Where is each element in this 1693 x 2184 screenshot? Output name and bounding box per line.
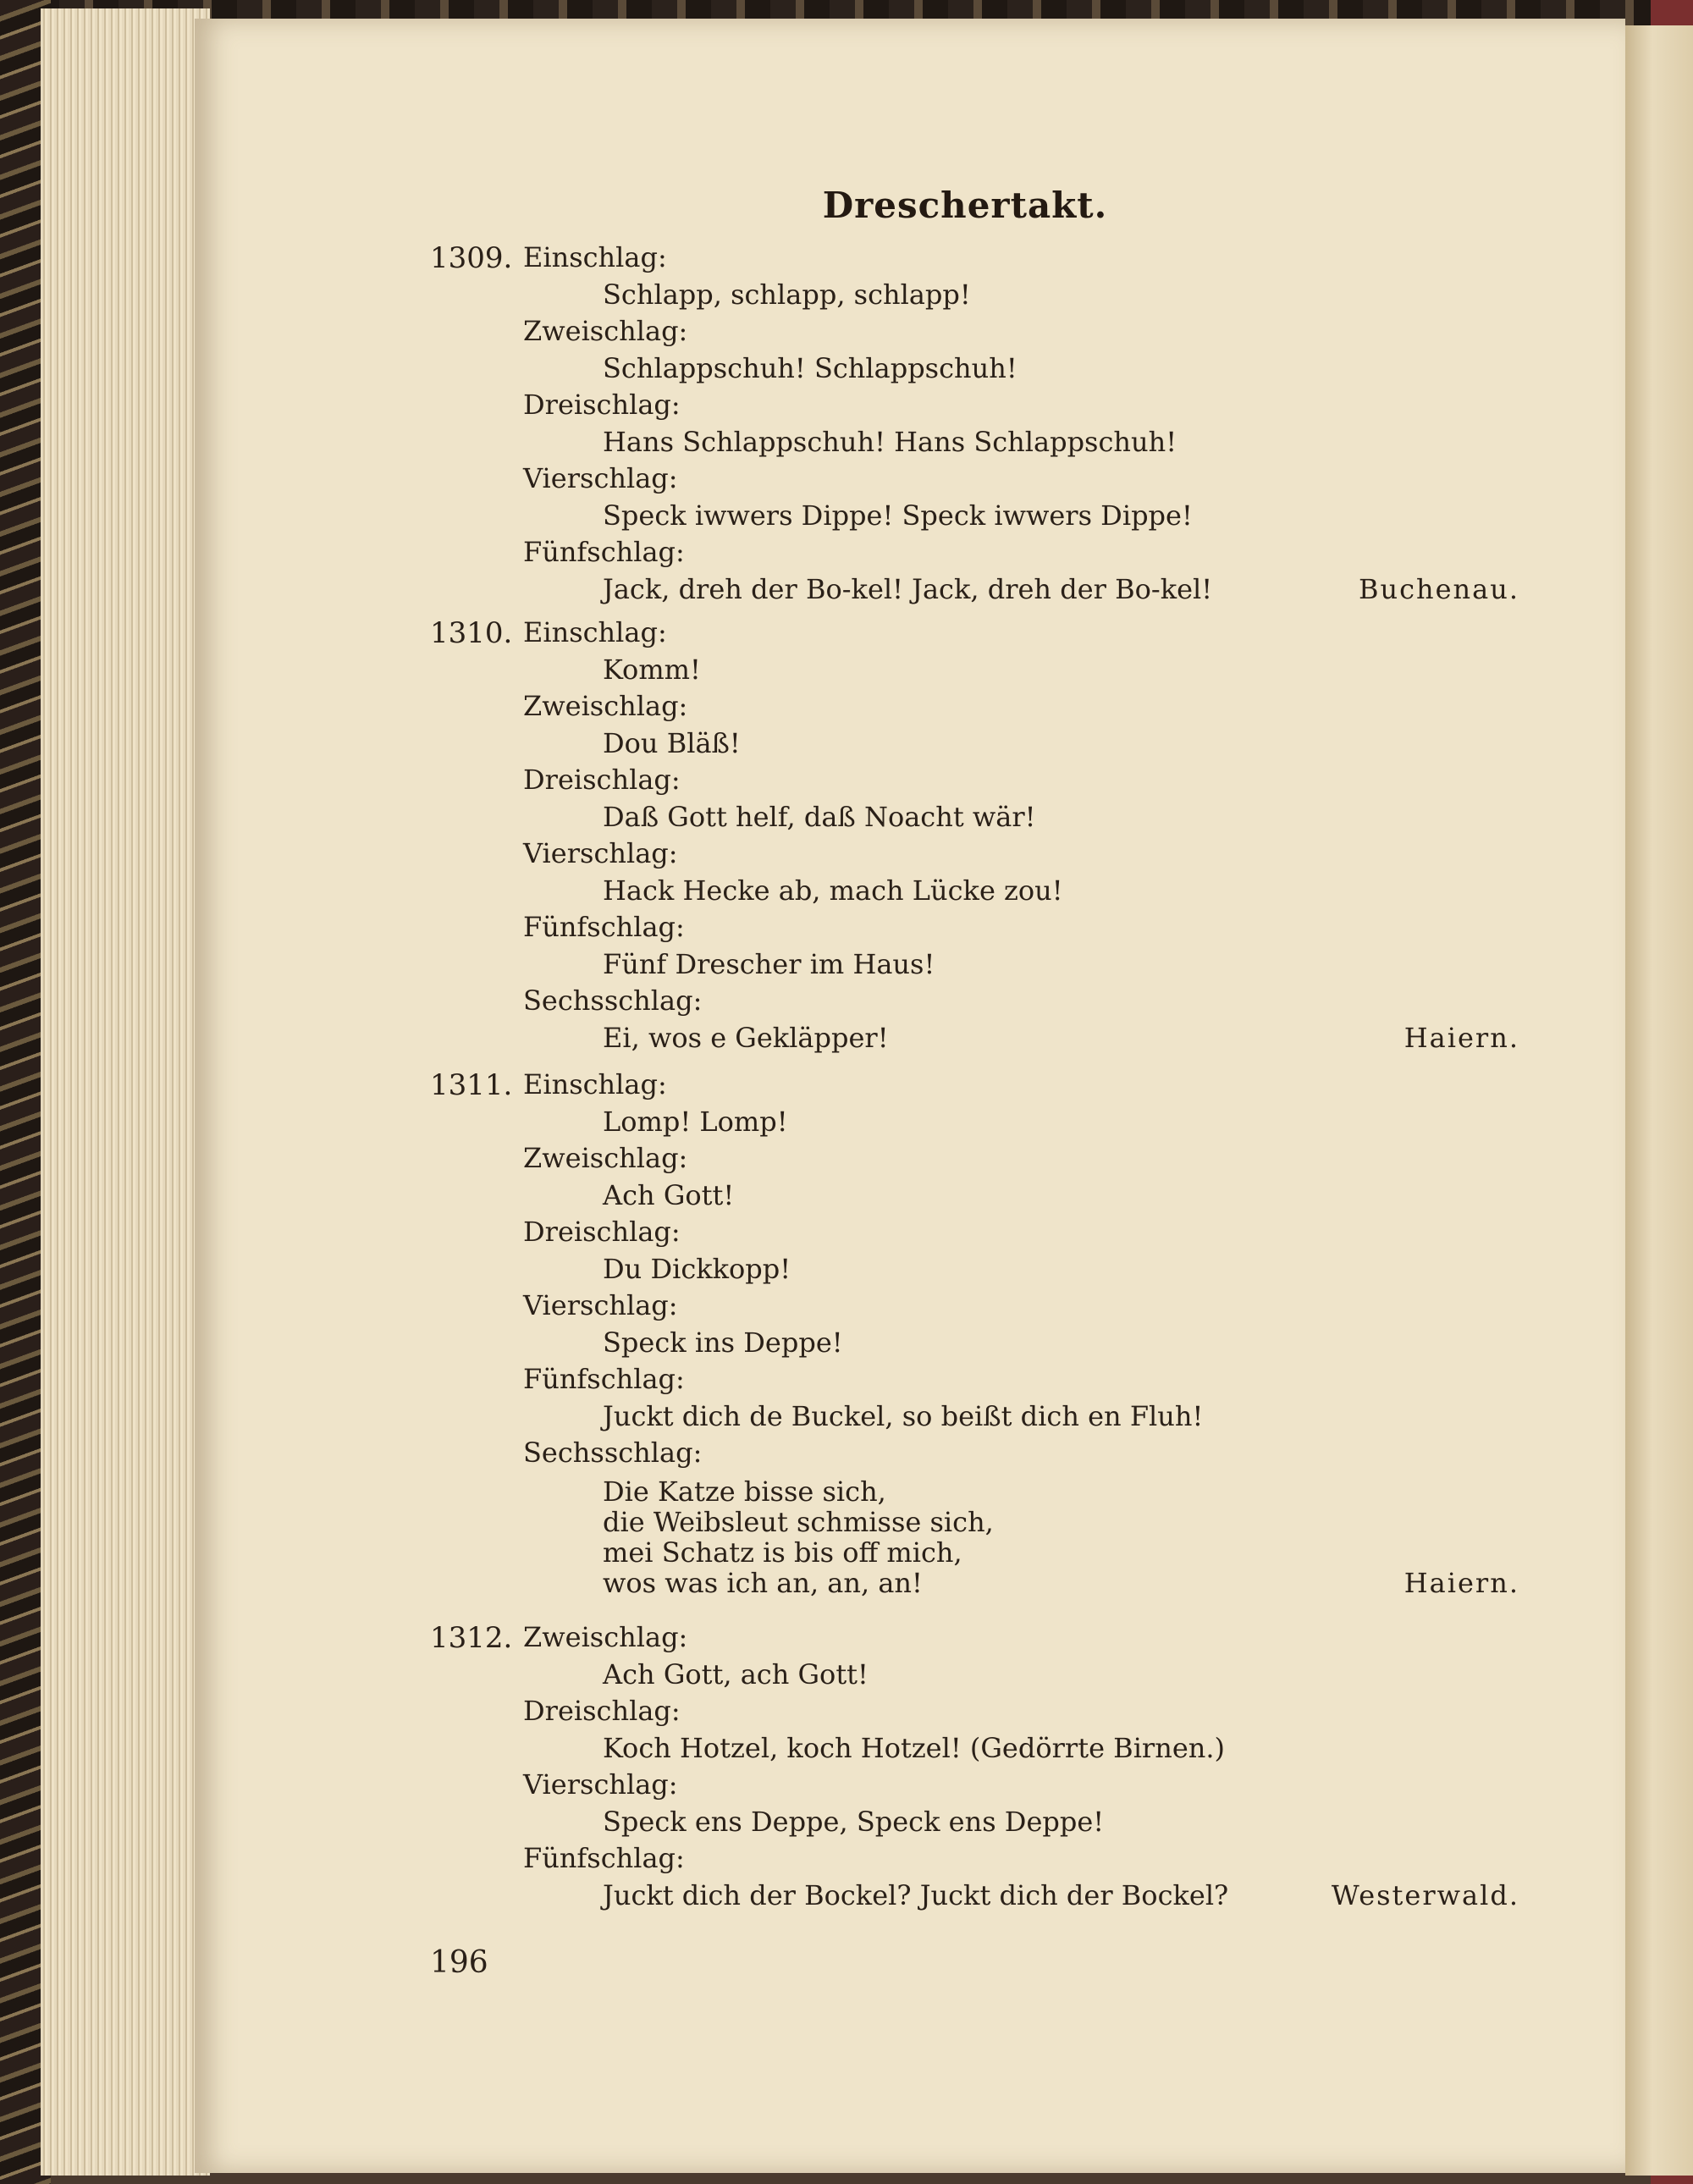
entry-number: 1311. — [430, 1068, 513, 1102]
rhyme-text: Komm! — [603, 653, 701, 686]
rhyme-text: Schlapp, schlapp, schlapp! — [603, 278, 971, 311]
beat-label: Vierschlag: — [523, 1289, 678, 1321]
source-location: Haiern. — [1403, 1566, 1519, 1599]
rhyme-text: Hack Hecke ab, mach Lücke zou! — [603, 874, 1063, 907]
beat-label: Einschlag: — [523, 616, 667, 648]
rhyme-text: Ach Gott, ach Gott! — [603, 1657, 869, 1690]
rhyme-text: Juckt dich der Bockel? Juckt dich der Bockel? — [603, 1878, 1229, 1911]
beat-label: Dreischlag: — [523, 1695, 681, 1727]
beat-label: Dreischlag: — [523, 764, 681, 796]
rhyme-text: Fünf Drescher im Haus! — [603, 947, 935, 980]
beat-label: Zweischlag: — [523, 1621, 688, 1653]
rhyme-text: Juckt dich de Buckel, so beißt dich en Fluh! — [603, 1399, 1204, 1432]
rhyme-text: Lomp! Lomp! — [603, 1105, 788, 1138]
verse-line: Die Katze bisse sich, — [603, 1475, 886, 1508]
beat-label: Dreischlag: — [523, 389, 681, 421]
verse-line: die Weibsleut schmisse sich, — [603, 1505, 994, 1538]
rhyme-text: Speck ins Deppe! — [603, 1326, 843, 1359]
page-number: 196 — [430, 1945, 488, 1980]
source-location: Buchenau. — [1358, 572, 1519, 605]
rhyme-text: Dou Bläß! — [603, 726, 741, 759]
verse-line: mei Schatz is bis off mich, — [603, 1536, 962, 1569]
beat-label: Dreischlag: — [523, 1216, 681, 1248]
rhyme-text: Schlappschuh! Schlappschuh! — [603, 351, 1017, 384]
beat-label: Vierschlag: — [523, 462, 678, 494]
beat-label: Einschlag: — [523, 241, 667, 273]
page-title: Dreschertakt. — [822, 185, 1108, 226]
entry-number: 1312. — [430, 1621, 513, 1655]
beat-label: Fünfschlag: — [523, 911, 685, 943]
beat-label: Zweischlag: — [523, 1142, 688, 1174]
rhyme-text: Jack, dreh der Bo-kel! Jack, dreh der Bo-kel! — [603, 572, 1213, 605]
beat-label: Fünfschlag: — [523, 536, 685, 568]
source-location: Haiern. — [1403, 1021, 1519, 1054]
verse-line: wos was ich an, an, an! — [603, 1566, 923, 1599]
source-location: Westerwald. — [1331, 1878, 1519, 1911]
beat-label: Fünfschlag: — [523, 1842, 685, 1874]
rhyme-text: Daß Gott helf, daß Noacht wär! — [603, 800, 1036, 833]
beat-label: Sechsschlag: — [523, 1437, 703, 1469]
beat-label: Zweischlag: — [523, 315, 688, 347]
beat-label: Zweischlag: — [523, 690, 688, 722]
entry-number: 1309. — [430, 241, 513, 275]
beat-label: Fünfschlag: — [523, 1363, 685, 1395]
rhyme-text: Koch Hotzel, koch Hotzel! (Gedörrte Birnen.) — [603, 1731, 1226, 1764]
rhyme-text: Ach Gott! — [603, 1178, 735, 1211]
entry-number: 1310. — [430, 616, 513, 650]
beat-label: Vierschlag: — [523, 1768, 678, 1801]
rhyme-text: Ei, wos e Gekläpper! — [603, 1021, 889, 1054]
rhyme-text: Hans Schlappschuh! Hans Schlappschuh! — [603, 425, 1177, 458]
beat-label: Sechsschlag: — [523, 984, 703, 1017]
beat-label: Einschlag: — [523, 1068, 667, 1100]
rhyme-text: Speck ens Deppe, Speck ens Deppe! — [603, 1805, 1105, 1838]
rhyme-text: Speck iwwers Dippe! Speck iwwers Dippe! — [603, 499, 1193, 532]
rhyme-text: Du Dickkopp! — [603, 1252, 791, 1285]
beat-label: Vierschlag: — [523, 837, 678, 869]
